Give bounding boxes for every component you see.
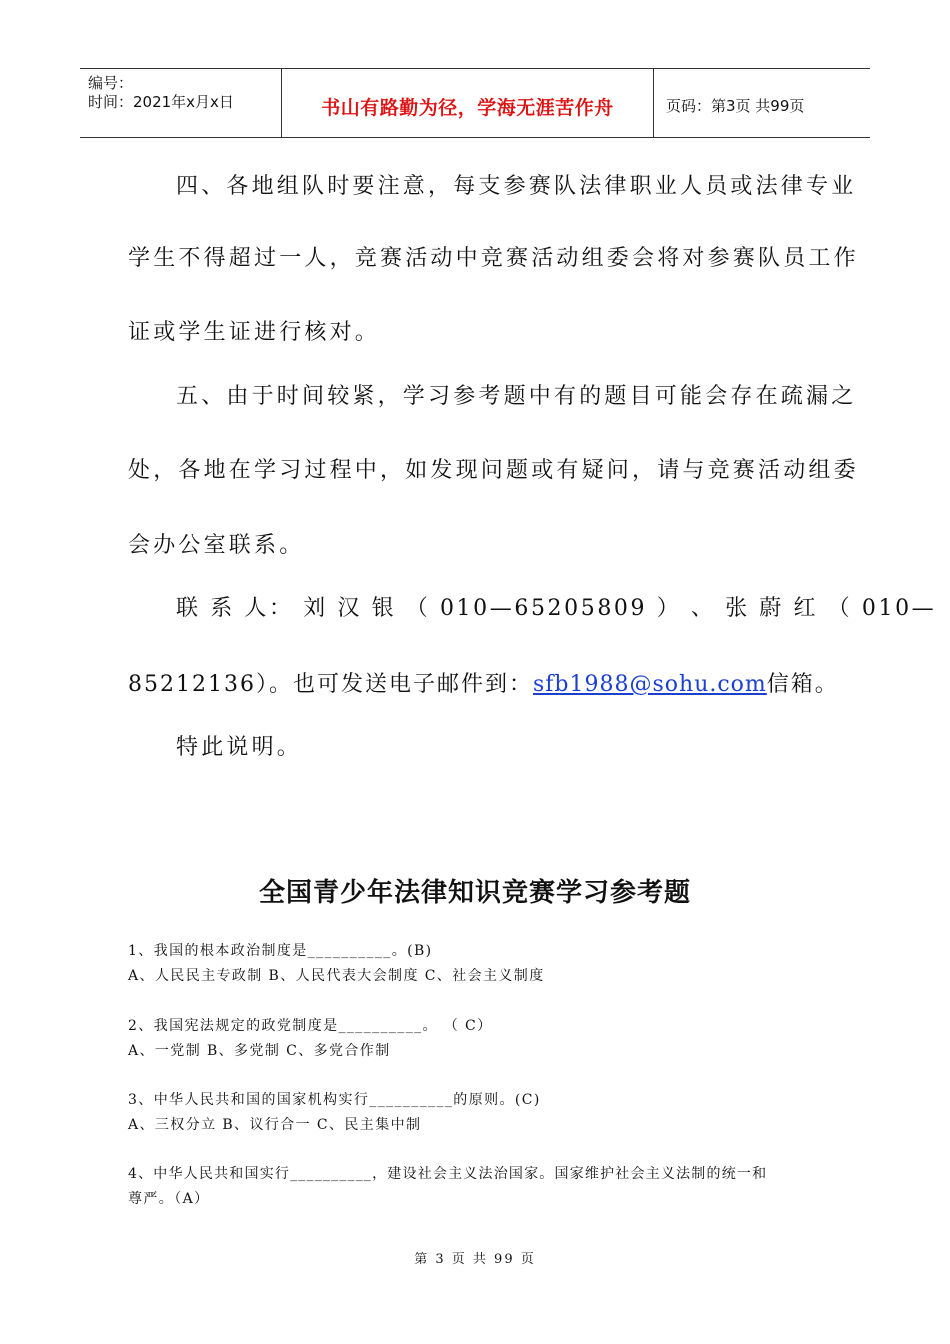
header-page-info: 页码：第3页 共99页 (666, 97, 805, 115)
page-footer: 第 3 页 共 99 页 (414, 1252, 536, 1267)
document-header (80, 68, 870, 138)
section-title: 全国青少年法律知识竞赛学习参考题 (258, 878, 691, 908)
question-3-options: A、三权分立 B、议行合一 C、民主集中制 (128, 1117, 422, 1133)
closing-statement: 特此说明。 (176, 735, 303, 760)
question-1: 1、我国的根本政治制度是__________。(B) (128, 943, 433, 959)
paragraph-4-line-1: 四、各地组队时要注意，每支参赛队法律职业人员或法律专业 (176, 174, 857, 199)
contact-line-1: 联 系 人： 刘 汉 银 （ 010—65205809 ） 、 张 蔚 红 （ 010— (176, 596, 937, 621)
header-page-cell (654, 69, 870, 137)
question-1-options: A、人民民主专政制 B、人民代表大会制度 C、社会主义制度 (128, 968, 545, 984)
contact-line-2-suffix: 信箱。 (766, 672, 839, 697)
question-3: 3、中华人民共和国的国家机构实行__________的原则。(C) (128, 1092, 541, 1108)
question-4: 4、中华人民共和国实行__________，建设社会主义法治国家。国家维护社会主义法制的统一和 (128, 1166, 768, 1182)
paragraph-5-line-3: 会办公室联系。 (128, 533, 305, 558)
header-motto-cell (282, 69, 654, 137)
header-meta (80, 69, 282, 137)
header-number: 编号： (88, 74, 134, 92)
question-2: 2、我国宪法规定的政党制度是__________。 （ C） (128, 1018, 493, 1034)
paragraph-4-line-2: 学生不得超过一人，竞赛活动中竞赛活动组委会将对参赛队员工作 (128, 246, 859, 271)
question-4-options: 尊严。（A） (128, 1191, 210, 1207)
paragraph-5-line-1: 五、由于时间较紧，学习参考题中有的题目可能会存在疏漏之 (176, 384, 857, 409)
contact-line-2-prefix: 85212136）。也可发送电子邮件到： (128, 672, 533, 697)
paragraph-4-line-3: 证或学生证进行核对。 (128, 320, 381, 345)
question-2-options: A、一党制 B、多党制 C、多党合作制 (128, 1043, 391, 1059)
header-motto: 书山有路勤为径，学海无涯苦作舟 (321, 97, 614, 119)
email-link[interactable]: sfb1988@sohu.com (532, 672, 767, 697)
contact-line-2 (128, 672, 839, 697)
paragraph-5-line-2: 处，各地在学习过程中，如发现问题或有疑问，请与竞赛活动组委 (128, 458, 859, 483)
header-time: 时间：2021年x月x日 (88, 93, 234, 111)
